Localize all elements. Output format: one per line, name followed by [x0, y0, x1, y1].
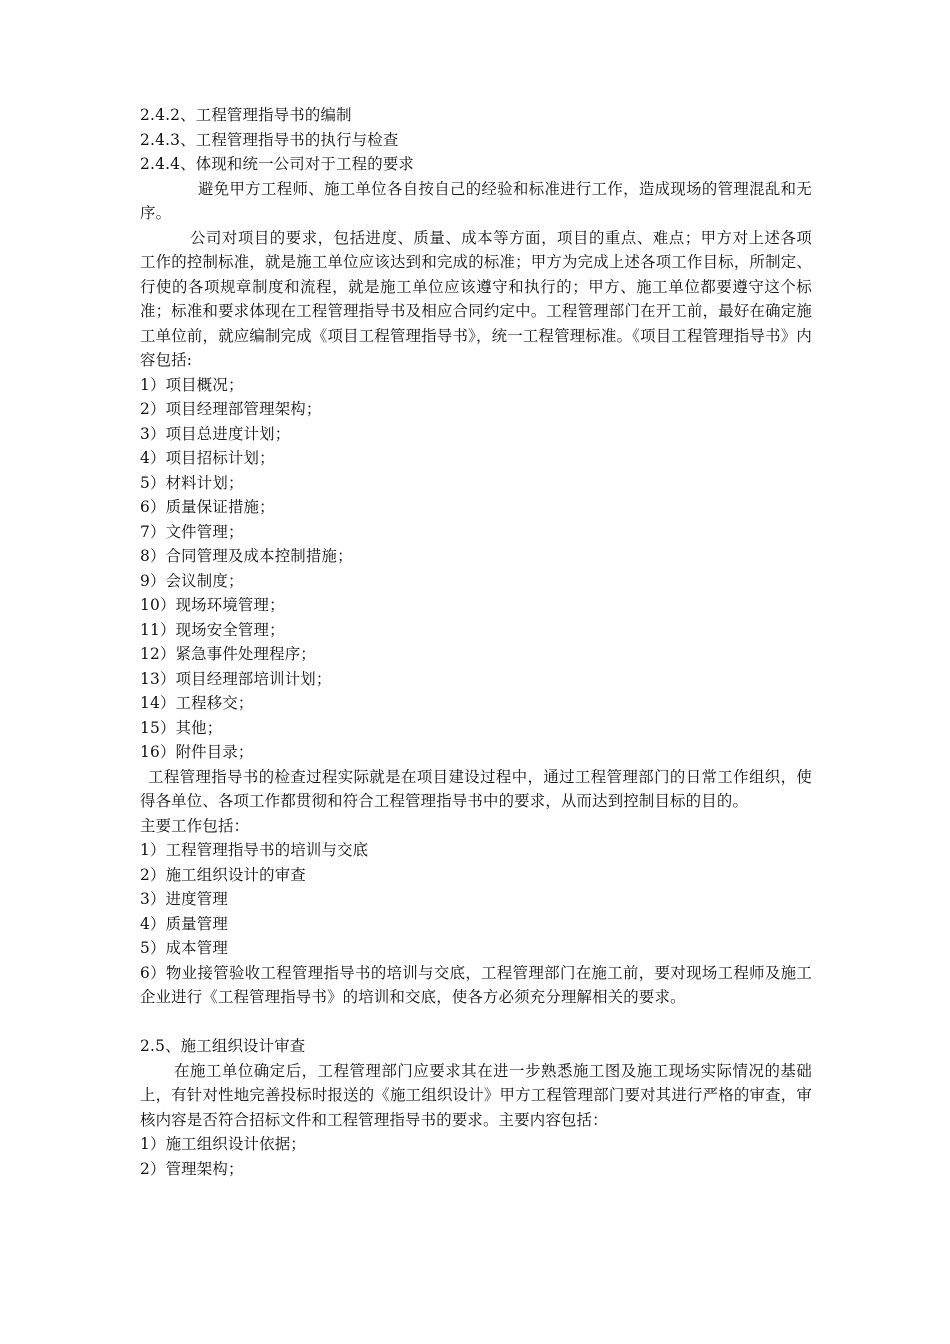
- list-item-property-handover: 6）物业接管验收工程管理指导书的培训与交底，工程管理部门在施工前，要对现场工程师及施工企业进行《工程管理指导书》的培训和交底，使各方必须充分理解相关的要求。: [140, 963, 812, 1006]
- paragraph-company-requirements: 公司对项目的要求，包括进度、质量、成本等方面，项目的重点、难点；甲方对上述各项工作的控制标准，就是施工单位应该达到和完成的标准；甲方为完成上述各项工作目标，所制定、行使的各项规章制度和流程，就是施工单位应该遵守和执行的；甲方、施工单位都要遵守这个标准；标准和要求体现在工程管理指导书及相应合同约定中。工程管理部门在开工前，最好在确定施工单位前，就应编制完成《项目工程管理指导书》，统一工程管理标准。《项目工程管理指导书》内容包括:: [140, 228, 812, 369]
- section-heading-2-4-2: 2.4.2、工程管理指导书的编制: [140, 106, 352, 124]
- paragraph-avoid-disorder: 避免甲方工程师、施工单位各自按自己的经验和标准进行工作，造成现场的管理混乱和无序。: [140, 179, 812, 222]
- list-item: 1）施工组织设计依据；: [140, 1135, 306, 1153]
- list-item: 12）紧急事件处理程序；: [140, 645, 316, 663]
- list-item: 5）材料计划；: [140, 473, 244, 492]
- list-item: 3）进度管理: [140, 890, 228, 908]
- list-item: 2）项目经理部管理架构；: [140, 400, 322, 418]
- list-item: 1）工程管理指导书的培训与交底: [140, 841, 369, 859]
- list-item: 9）会议制度；: [140, 571, 244, 590]
- section-heading-2-4-4: 2.4.4、体现和统一公司对于工程的要求: [140, 155, 415, 173]
- paragraph-construction-plan-review: 在施工单位确定后，工程管理部门应要求其在进一步熟悉施工图及施工现场实际情况的基础上，有针对性地完善投标时报送的《施工组织设计》甲方工程管理部门要对其进行严格的审查，审核内容是否符合招标文件和工程管理指导书的要求。主要内容包括：: [140, 1061, 812, 1129]
- section-heading-2-5: 2.5、施工组织设计审查: [140, 1037, 306, 1055]
- list-item: 5）成本管理: [140, 939, 228, 957]
- list-item: 13）项目经理部培训计划；: [140, 669, 332, 688]
- list-item: 4）质量管理: [140, 914, 228, 933]
- list-item: 6）质量保证措施；: [140, 498, 275, 516]
- list-item: 15）其他；: [140, 718, 223, 737]
- review-contents-list: [140, 1132, 812, 1181]
- list-item: 1）项目概况；: [140, 375, 244, 394]
- section-heading-2-4-3: 2.4.3、工程管理指导书的执行与检查: [140, 130, 399, 149]
- guide-contents-list: [140, 373, 812, 765]
- main-work-label: 主要工作包括：: [140, 816, 250, 835]
- list-item: 7）文件管理；: [140, 522, 244, 541]
- main-work-list: [140, 838, 812, 961]
- list-item: 16）附件目录；: [140, 743, 254, 761]
- list-item: 8）合同管理及成本控制措施；: [140, 547, 353, 565]
- list-item: 14）工程移交；: [140, 694, 254, 712]
- list-item: 3）项目总进度计划；: [140, 424, 291, 443]
- list-item: 2）施工组织设计的审查: [140, 865, 306, 884]
- document-body: [140, 103, 812, 1181]
- list-item: 10）现场环境管理；: [140, 596, 285, 614]
- list-item: 2）管理架构；: [140, 1159, 244, 1178]
- paragraph-inspection-process: 工程管理指导书的检查过程实际就是在项目建设过程中，通过工程管理部门的日常工作组织，使得各单位、各项工作都贯彻和符合工程管理指导书中的要求，从而达到控制目标的目的。: [140, 767, 812, 810]
- blank-line: [140, 1010, 812, 1035]
- list-item: 4）项目招标计划；: [140, 449, 275, 467]
- list-item: 11）现场安全管理；: [140, 620, 285, 639]
